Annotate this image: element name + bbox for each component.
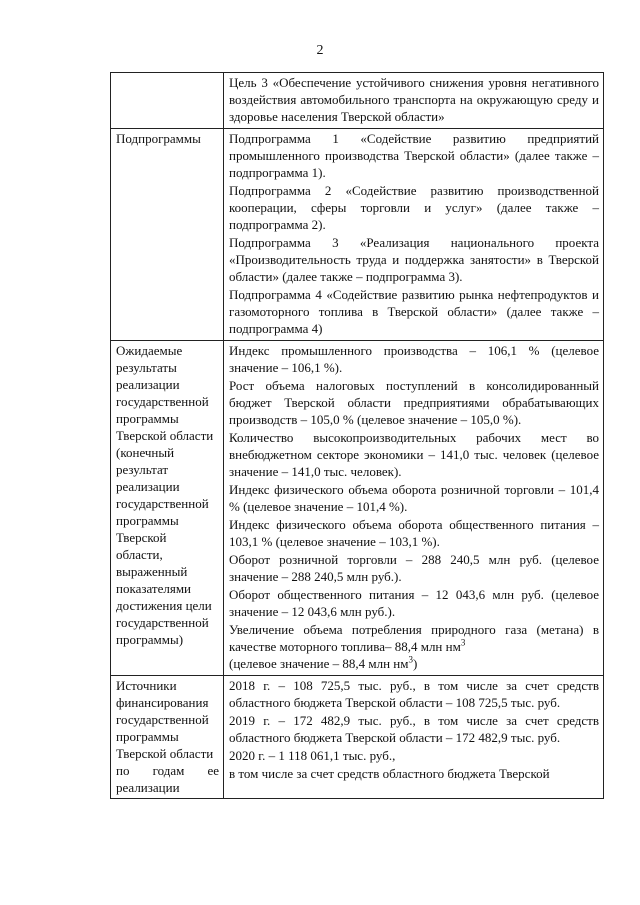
label-line: программы [116,513,179,528]
table-row [111,341,604,676]
label-line: реализации [116,377,180,392]
label-line: (конечный [116,445,175,460]
result-industrial-index: Индекс промышленного производства – 106,1 % (целевое значение – 106,1 %). [229,343,599,375]
label-line: по годам ее [116,763,219,778]
result-jobs: Количество высокопроизводительных рабочих мест во внебюджетном секторе экономики – 141,0 тыс. человек (целевое значение – 141,0 тыс. человек). [229,430,599,479]
label-line: Источники [116,678,177,693]
gas-line-2: (целевое значение – 88,4 млн нм [229,656,409,671]
table-row [111,676,604,799]
funding-2019: 2019 г. – 172 482,9 тыс. руб., в том числе за счет средств областного бюджета Тверской области – 172 482,9 тыс. руб. [229,713,599,745]
result-retail-turnover: Оборот розничной торговли – 288 240,5 млн руб. (целевое значение – 288 240,5 млн руб.). [229,552,599,584]
label-line: реализации [116,479,180,494]
gas-line-2-end: ) [412,656,418,671]
result-retail-index: Индекс физического объема оборота розничной торговли – 101,4 % (целевое значение – 101,4 %). [229,482,599,514]
row-label [111,341,224,676]
label-line: результат [116,462,169,477]
label-line: выраженный [116,564,188,579]
result-catering-index: Индекс физического объема оборота общественного питания – 103,1 % (целевое значение – 103,1 %). [229,517,599,549]
label-line: реализации [116,780,180,795]
label-line: результаты [116,360,177,375]
row-content [224,341,604,676]
gas-line-1: Увеличение объема потребления природного газа (метана) в качестве моторного топлива– 88,4 млн нм [229,622,599,654]
superscript: 3 [408,654,413,665]
label-line: программы) [116,632,184,647]
label-line: программы [116,729,179,744]
subprogram-2-text: Подпрограмма 2 «Содействие развитию производственной кооперации, сферы торговли и услуг» (далее также – подпрограмма 2). [229,183,599,232]
label-line: Тверской области [116,428,214,443]
row-content [224,129,604,341]
funding-2018: 2018 г. – 108 725,5 тыс. руб., в том числе за счет средств областного бюджета Тверской области – 108 725,5 тыс. руб. [229,678,599,710]
label-line: Тверской области [116,746,214,761]
page-number: 2 [316,43,324,58]
row-content [224,676,604,799]
subprogram-1-text: Подпрограмма 1 «Содействие развитию предприятий промышленного производства Тверской области» (далее также – подпрограмма 1). [229,131,599,180]
table-row [111,73,604,129]
label-line: государственной [116,496,209,511]
label-line: финансирования [116,695,209,710]
funding-2020: 2020 г. – 1 118 061,1 тыс. руб., [229,748,396,763]
result-tax-growth: Рост объема налоговых поступлений в консолидированный бюджет Тверской области предприятиями обрабатывающих производств – 105,0 % (целевое значение – 105,0 %). [229,378,599,427]
result-gas-consumption [229,621,599,672]
label-line: Тверской [116,530,167,545]
row-label [111,676,224,799]
funding-2020-detail: в том числе за счет средств областного бюджета Тверской [229,766,550,781]
label-line: Ожидаемые [116,343,183,358]
label-line: программы [116,411,179,426]
row-content [224,73,604,129]
subprogram-3-text: Подпрограмма 3 «Реализация национального проекта «Производительность труда и поддержка занятости» в Тверской области» (далее также – подпрограмма 3). [229,235,599,284]
label-line: показателями [116,581,192,596]
superscript: 3 [460,637,466,648]
label-line: государственной [116,615,209,630]
goal-3-text: Цель 3 «Обеспечение устойчивого снижения уровня негативного воздействия автомобильного транспорта на окружающую среду и здоровье населения Тверской области» [229,75,599,124]
label-line: государственной [116,394,209,409]
result-catering-turnover: Оборот общественного питания – 12 043,6 млн руб. (целевое значение – 12 043,6 млн руб.). [229,587,599,619]
table-row [111,129,604,341]
label-line: государственной [116,712,209,727]
subprogram-4-text: Подпрограмма 4 «Содействие развитию рынка нефтепродуктов и газомоторного топлива в Тверской области» (далее также – подпрограмма 4) [229,287,599,336]
label-line: достижения цели [116,598,212,613]
label-line: области, [116,547,163,562]
program-passport-table [110,72,604,799]
row-label [111,73,224,129]
row-label: Подпрограммы [111,129,224,341]
